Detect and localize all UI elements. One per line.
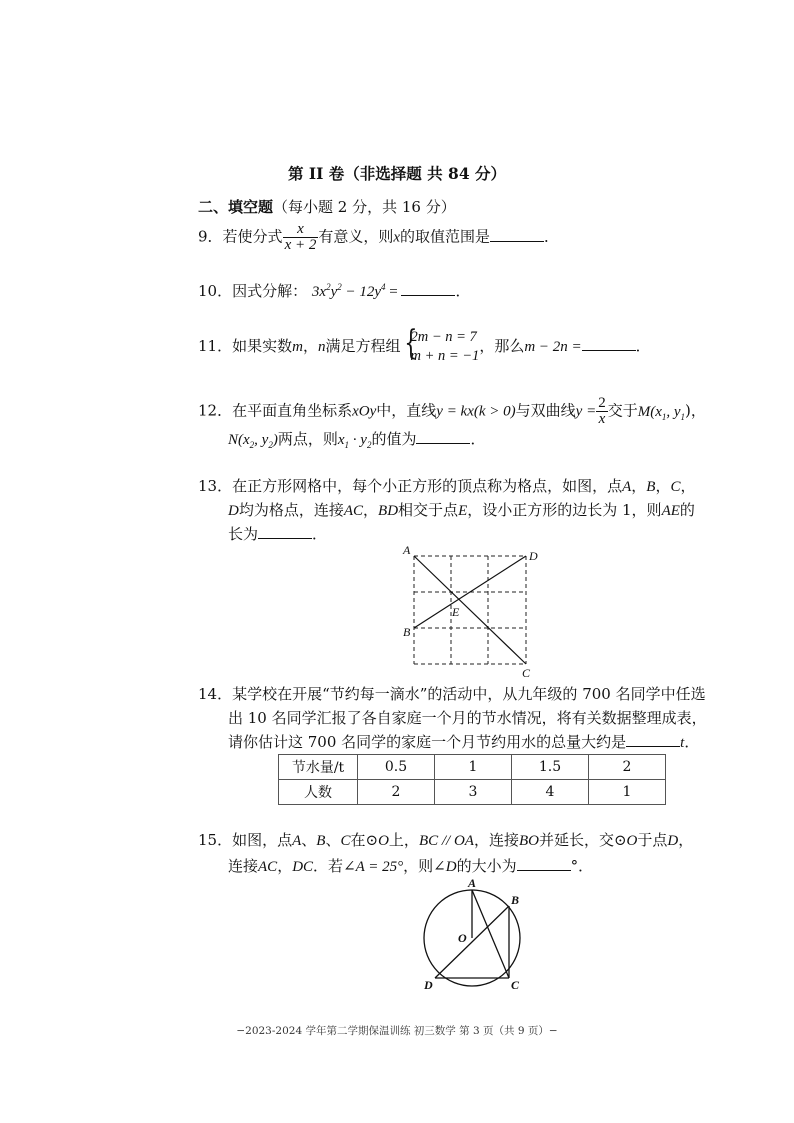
answer-blank[interactable] [517,856,571,871]
table-cell: 1.5 [512,755,589,780]
section-title: 第 II 卷（非选择题 共 84 分） [287,164,507,183]
table-cell: 1 [589,780,666,805]
label-b: B [511,893,520,907]
label-a: A [468,876,477,890]
label-e: E [452,605,460,619]
equation-system: { 2m − n = 7 m + n = −1 [404,323,480,364]
table-cell: 3 [435,780,512,805]
table-cell: 2 [358,780,435,805]
table-row [279,755,666,780]
part-heading [198,196,456,217]
question-10: 10．因式分解： $3x^2y^2 - 12y^4$ = ． [198,282,471,300]
circle-figure [412,876,542,994]
question-9: 9．若使分式 $\frac{x}{x + 2}$ 有意义，则x的取值范围是 ． [198,221,560,253]
part-note: （每小题 2 分，共 16 分） [273,198,456,216]
question-13-line-3: 长为 ． [228,525,328,543]
question-14-line-3: 请你估计这 700 名同学的家庭一个月节约用水的总量大约是 t． [228,733,700,751]
label-d: D [529,549,538,563]
answer-blank[interactable] [401,281,455,296]
fraction-x-over-x-plus-2: $\frac{x}{x + 2}$ [284,221,317,253]
answer-blank[interactable] [582,336,636,351]
question-13-line-2: D均为格点，连接AC，BD相交于点E，设小正方形的边长为 1，则AE的 [228,501,695,519]
question-11: 11．如果实数m，n满足方程组 { 2m − n = 7 m + n = −1 ，那么m − 2n = ． [198,323,651,364]
question-13-line-1: 13．在正方形网格中，每个小正方形的顶点称为格点，如图，点A，B，C， [198,477,696,495]
answer-blank[interactable] [490,227,544,242]
question-14-line-1: 14．某学校在开展“节约每一滴水”的活动中，从九年级的 700 名同学中任选 [198,685,706,703]
label-a: A [403,543,411,557]
table-cell: 节水量/t [279,755,358,780]
fraction-2-over-x: $\frac{2}{x}$ [598,395,606,427]
answer-blank[interactable] [416,429,470,444]
question-12-line-1: 12．在平面直角坐标系xOy中，直线y = kx(k > 0)与双曲线y = $\frac{2}{x}$ 交于$M(x_1$, $y_1$)， [198,395,706,427]
page-footer: −2023-2024 学年第二学期保温训练 初三数学 第 3 页（共 9 页）− [236,1025,558,1037]
grid-figure [398,540,548,680]
table-cell: 1 [435,755,512,780]
segment-ac [472,890,509,978]
table-cell: 2 [589,755,666,780]
table-row [279,780,666,805]
water-saving-table [278,754,666,805]
label-c: C [511,978,520,992]
table-cell: 人数 [279,780,358,805]
segment-ac [414,556,526,664]
table-cell: 4 [512,780,589,805]
part-label: 二、填空题 [198,198,274,216]
answer-blank[interactable] [258,524,312,539]
label-o: O [458,931,467,945]
answer-blank[interactable] [626,732,680,747]
question-14-line-2: 出 10 名同学汇报了各自家庭一个月的节水情况，将有关数据整理成表， [228,709,707,727]
question-12-line-2: $N(x_2$, $y_2$)两点，则$x_1 \cdot y_2$的值为 ． [228,430,486,450]
question-15-line-1: 15．如图，点A、B、C在⊙O上，BC // OA，连接BO并延长，交⊙O于点D， [198,831,694,849]
table-cell: 0.5 [358,755,435,780]
label-b: B [403,625,411,639]
question-15-line-2: 连接AC，DC．若∠A = 25°，则∠D的大小为 °． [228,857,594,875]
label-c: C [522,666,531,680]
label-d: D [424,978,433,992]
